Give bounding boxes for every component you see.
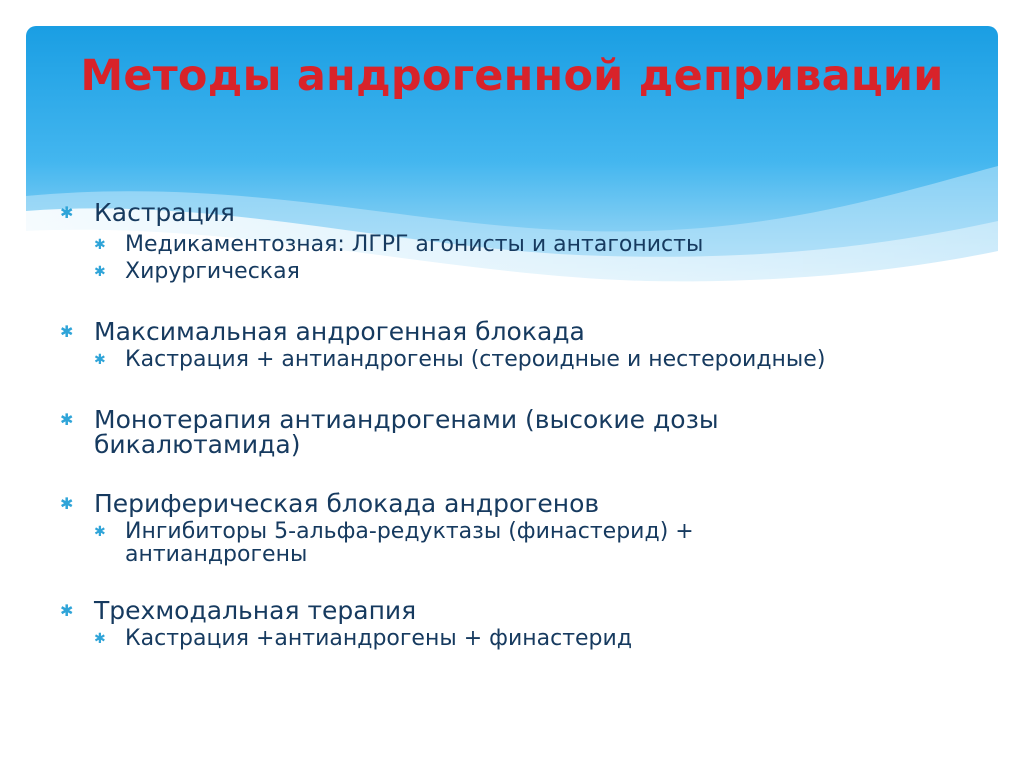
bullet-list [60,200,970,688]
asterisk-bullet-icon: ✱ [60,203,74,222]
list-item-text: Трехмодальная терапия [94,596,417,625]
sub-list-item [94,520,805,566]
asterisk-bullet-icon: ✱ [60,322,74,341]
asterisk-bullet-icon: ✱ [94,264,106,280]
list-item [60,491,970,566]
list-item [60,319,970,371]
asterisk-bullet-icon: ✱ [60,494,74,513]
asterisk-bullet-icon: ✱ [60,410,74,429]
sub-list-item [94,233,970,256]
asterisk-bullet-icon: ✱ [94,352,106,368]
list-item [60,200,970,283]
sub-list-item [94,627,970,650]
sub-list-item-text: Кастрация + антиандрогены (стероидные и нестероидные) [125,347,826,372]
sub-list-item-text: Медикаментозная: ЛГРГ агонисты и антагонисты [125,232,704,257]
slide-title: Методы андрогенной депривации [80,51,944,101]
list-item [60,407,970,457]
sub-list-item-text: Ингибиторы 5-альфа-редуктазы (финастерид) + антиандрогены [125,519,694,567]
list-item-text: Кастрация [94,198,235,227]
sub-list-item [94,348,970,371]
sub-list-item-text: Хирургическая [125,259,300,284]
list-item-text: Периферическая блокада андрогенов [94,489,600,518]
sub-list-item-text: Кастрация +антиандрогены + финастерид [125,626,633,651]
list-item [60,598,970,650]
list-item-text: Монотерапия антиандрогенами (высокие дозы бикалютамида) [94,405,719,459]
asterisk-bullet-icon: ✱ [60,601,74,620]
asterisk-bullet-icon: ✱ [94,631,106,647]
asterisk-bullet-icon: ✱ [94,524,106,540]
sub-list-item [94,260,970,283]
list-item-text: Максимальная андрогенная блокада [94,317,585,346]
asterisk-bullet-icon: ✱ [94,237,106,253]
